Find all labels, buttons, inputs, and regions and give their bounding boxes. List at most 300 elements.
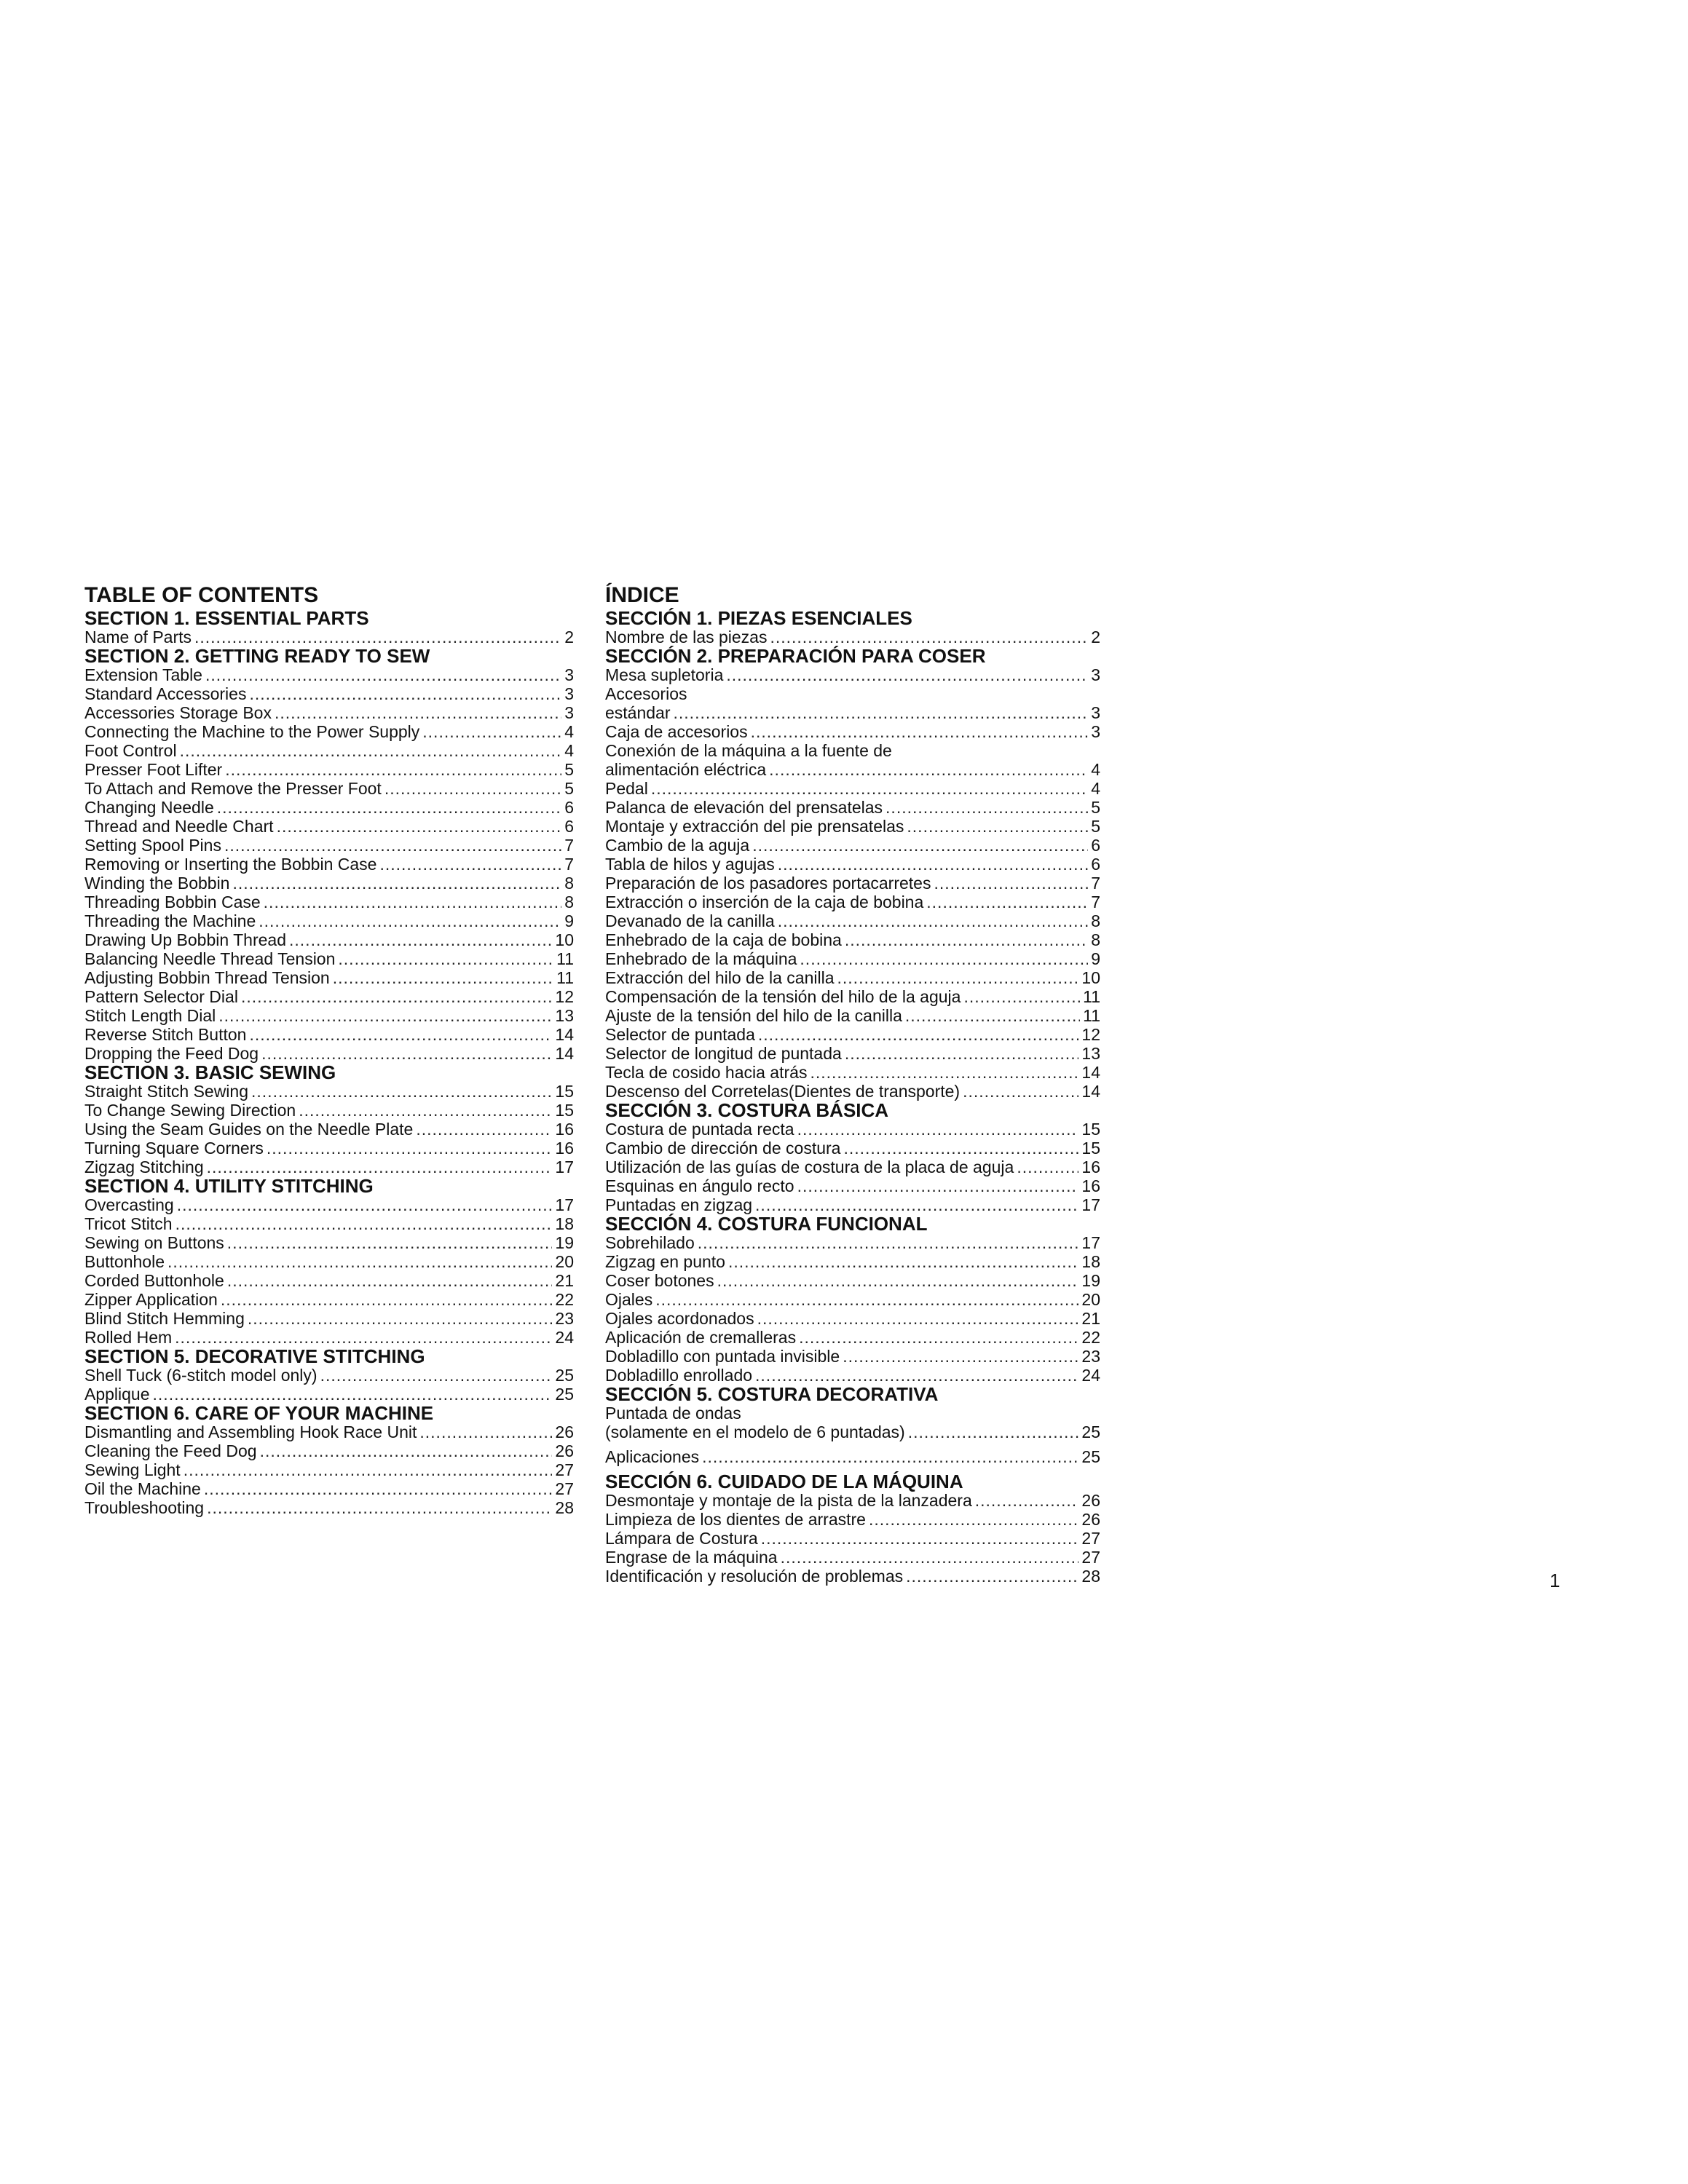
- toc-section: [84, 1404, 574, 1517]
- toc-entry-label: Sewing on Buttons: [84, 1233, 224, 1252]
- toc-entry-page: 5: [1091, 798, 1100, 817]
- toc-entry: [605, 1423, 1100, 1441]
- dot-leader: [184, 1460, 553, 1479]
- toc-entry-page: 3: [1091, 703, 1100, 722]
- toc-entry-page: 23: [1081, 1347, 1100, 1366]
- toc-entry-label: Devanado de la canilla: [605, 911, 775, 930]
- toc-entry: [605, 1139, 1100, 1158]
- dot-leader: [758, 1025, 1079, 1044]
- toc-entry-label: Ojales: [605, 1290, 653, 1309]
- toc-entry-page: 5: [1091, 817, 1100, 836]
- toc-entry-page: 26: [1081, 1491, 1100, 1510]
- toc-entry-page: 8: [564, 893, 574, 911]
- toc-entry: [84, 798, 574, 817]
- toc-entry-page: 13: [555, 1006, 574, 1025]
- toc-section: [605, 646, 1100, 1101]
- toc-entry-page: 17: [555, 1158, 574, 1176]
- dot-leader: [419, 1423, 552, 1441]
- dot-leader: [261, 1044, 552, 1063]
- toc-entry: [84, 665, 574, 684]
- toc-entry-label: Tricot Stitch: [84, 1214, 173, 1233]
- toc-entry-page: 7: [564, 855, 574, 874]
- toc-entry-label: Palanca de elevación del prensatelas: [605, 798, 883, 817]
- toc-entry-page: 20: [1081, 1290, 1100, 1309]
- dot-leader: [249, 684, 561, 703]
- toc-entry-label: Extracción o inserción de la caja de bobina: [605, 893, 924, 911]
- dot-leader: [674, 703, 1089, 722]
- toc-entry: [84, 1233, 574, 1252]
- toc-entry-label: To Change Sewing Direction: [84, 1101, 296, 1120]
- toc-entry-page: 10: [555, 930, 574, 949]
- toc-entry-label: Utilización de las guías de costura de la placa de aguja: [605, 1158, 1014, 1176]
- dot-leader: [869, 1510, 1078, 1529]
- toc-entry-page: 2: [1091, 628, 1100, 646]
- dot-leader: [259, 911, 561, 930]
- dot-leader: [153, 1385, 553, 1404]
- toc-section: [84, 609, 574, 646]
- toc-entry: [84, 703, 574, 722]
- toc-entry-page: 3: [564, 665, 574, 684]
- toc-entry: [605, 703, 1100, 722]
- dot-leader: [761, 1529, 1079, 1548]
- toc-entry: [605, 1309, 1100, 1328]
- toc-entry-page: 11: [1083, 1006, 1100, 1025]
- toc-entry-label: Adjusting Bobbin Thread Tension: [84, 968, 330, 987]
- toc-entry-label: Turning Square Corners: [84, 1139, 264, 1158]
- dot-leader: [975, 1491, 1079, 1510]
- dot-leader: [416, 1120, 552, 1139]
- toc-entry: [84, 1214, 574, 1233]
- toc-entry-label: Applique: [84, 1385, 150, 1404]
- toc-entry-page: 6: [1091, 836, 1100, 855]
- toc-english-column: [84, 582, 574, 1517]
- toc-entry-page: 25: [555, 1366, 574, 1385]
- toc-entry-label: Straight Stitch Sewing: [84, 1082, 249, 1101]
- toc-entry-label: Reverse Stitch Button: [84, 1025, 247, 1044]
- toc-entry-label-line: Conexión de la máquina a la fuente de: [605, 741, 892, 760]
- toc-entry: [605, 1120, 1100, 1139]
- toc-entry-label: Setting Spool Pins: [84, 836, 221, 855]
- toc-entry: [605, 1044, 1100, 1063]
- toc-entry: [84, 1328, 574, 1347]
- toc-entry-page: 19: [1081, 1271, 1100, 1290]
- toc-entry-page: 17: [1081, 1233, 1100, 1252]
- toc-entry-page: 3: [564, 684, 574, 703]
- section-heading: SECCIÓN 5. COSTURA DECORATIVA: [605, 1383, 939, 1405]
- dot-leader: [264, 893, 562, 911]
- toc-entry-page: 14: [555, 1044, 574, 1063]
- dot-leader: [926, 893, 1088, 911]
- toc-entry-page: 26: [1081, 1510, 1100, 1529]
- toc-entry-page: 16: [1081, 1158, 1100, 1176]
- dot-leader: [260, 1441, 553, 1460]
- toc-entry: [605, 855, 1100, 874]
- dot-leader: [225, 760, 561, 779]
- toc-entry-page: 5: [564, 779, 574, 798]
- toc-entry-label: Cambio de dirección de costura: [605, 1139, 841, 1158]
- toc-entry-page: 7: [1091, 874, 1100, 893]
- dot-leader: [778, 855, 1088, 874]
- toc-entry-label: Dismantling and Assembling Hook Race Unit: [84, 1423, 417, 1441]
- dot-leader: [227, 1233, 553, 1252]
- toc-entry: [84, 722, 574, 741]
- toc-entry: [84, 1423, 574, 1441]
- toc-entry: [84, 968, 574, 987]
- toc-entry-page: 15: [1081, 1139, 1100, 1158]
- toc-sections-english: [84, 609, 574, 1517]
- dot-leader: [217, 798, 561, 817]
- toc-entry-page: 7: [564, 836, 574, 855]
- toc-entry-page: 9: [564, 911, 574, 930]
- toc-entry: [84, 874, 574, 893]
- toc-entry-label: Tabla de hilos y agujas: [605, 855, 775, 874]
- toc-entry-label: Accessories Storage Box: [84, 703, 272, 722]
- toc-entry-page: 6: [564, 798, 574, 817]
- toc-entry: [605, 817, 1100, 836]
- dot-leader: [194, 628, 561, 646]
- dot-leader: [769, 760, 1088, 779]
- dot-leader: [275, 703, 561, 722]
- dot-leader: [289, 930, 552, 949]
- toc-entry-label: Limpieza de los dientes de arrastre: [605, 1510, 866, 1529]
- toc-entry-label: To Attach and Remove the Presser Foot: [84, 779, 382, 798]
- section-heading: SECCIÓN 2. PREPARACIÓN PARA COSER: [605, 645, 986, 667]
- toc-entry: [605, 779, 1100, 798]
- toc-entry: [84, 1101, 574, 1120]
- toc-entry: [84, 779, 574, 798]
- toc-entry-page: 3: [1091, 665, 1100, 684]
- toc-entry-label: Rolled Hem: [84, 1328, 173, 1347]
- toc-entry-label: Threading Bobbin Case: [84, 893, 261, 911]
- toc-entry-label: Dropping the Feed Dog: [84, 1044, 259, 1063]
- toc-entry: [605, 1158, 1100, 1176]
- toc-entry: [605, 1491, 1100, 1510]
- section-heading: SECTION 1. ESSENTIAL PARTS: [84, 607, 369, 629]
- toc-entry: [605, 968, 1100, 987]
- toc-entry: [84, 987, 574, 1006]
- toc-entry: [84, 930, 574, 949]
- toc-entry-page: 26: [555, 1441, 574, 1460]
- toc-entry: [605, 798, 1100, 817]
- toc-entry: [84, 855, 574, 874]
- dot-leader: [837, 968, 1079, 987]
- toc-entry: [84, 1385, 574, 1404]
- toc-entry: [605, 949, 1100, 968]
- dot-leader: [797, 1176, 1079, 1195]
- toc-entry: [605, 628, 1100, 646]
- toc-entry-label: Removing or Inserting the Bobbin Case: [84, 855, 377, 874]
- dot-leader: [248, 1309, 553, 1328]
- dot-leader: [338, 949, 553, 968]
- toc-entry-page: 18: [1081, 1252, 1100, 1271]
- dot-leader: [810, 1063, 1078, 1082]
- toc-entry-page: 8: [1091, 930, 1100, 949]
- toc-entry-label: alimentación eléctrica: [605, 760, 767, 779]
- toc-entry: [605, 1195, 1100, 1214]
- toc-entry-page: 14: [1081, 1082, 1100, 1101]
- toc-entry-page: 27: [1081, 1529, 1100, 1548]
- toc-entry: [605, 1006, 1100, 1025]
- toc-entry: [84, 911, 574, 930]
- toc-entry: [84, 1498, 574, 1517]
- toc-section: [84, 1176, 574, 1347]
- toc-entry-label: Aplicaciones: [605, 1447, 700, 1466]
- dot-leader: [227, 1271, 553, 1290]
- dot-leader: [755, 1366, 1078, 1385]
- toc-entry-page: 17: [1081, 1195, 1100, 1214]
- dot-leader: [963, 987, 1080, 1006]
- toc-entry: [84, 1252, 574, 1271]
- toc-entry: [84, 1309, 574, 1328]
- toc-entry: [605, 1366, 1100, 1385]
- toc-entry-label: Enhebrado de la caja de bobina: [605, 930, 842, 949]
- toc-entry-page: 14: [1081, 1063, 1100, 1082]
- toc-entry-page: 26: [555, 1423, 574, 1441]
- toc-entry: [605, 1290, 1100, 1309]
- toc-section: [605, 1214, 1100, 1385]
- toc-entry: [84, 836, 574, 855]
- toc-entry-label: Name of Parts: [84, 628, 192, 646]
- dot-leader: [770, 628, 1088, 646]
- toc-entry-page: 12: [555, 987, 574, 1006]
- toc-entry-page: 6: [1091, 855, 1100, 874]
- toc-entry-page: 12: [1081, 1025, 1100, 1044]
- toc-entry-page: 20: [555, 1252, 574, 1271]
- toc-entry-page: 27: [555, 1479, 574, 1498]
- toc-entry-label: estándar: [605, 703, 671, 722]
- toc-entry-page: 16: [555, 1139, 574, 1158]
- toc-entry-label: Engrase de la máquina: [605, 1548, 778, 1567]
- dot-leader: [755, 1195, 1078, 1214]
- dot-leader: [207, 1498, 552, 1517]
- dot-leader: [845, 930, 1088, 949]
- toc-entry-page: 10: [1081, 968, 1100, 987]
- toc-entry-label: Pedal: [605, 779, 648, 798]
- toc-entry-label: Ojales acordonados: [605, 1309, 754, 1328]
- dot-leader: [333, 968, 553, 987]
- toc-entry-label: Oil the Machine: [84, 1479, 201, 1498]
- dot-leader: [726, 665, 1088, 684]
- toc-entry-label: Standard Accessories: [84, 684, 247, 703]
- dot-leader: [886, 798, 1088, 817]
- section-heading: SECTION 2. GETTING READY TO SEW: [84, 645, 430, 667]
- dot-leader: [907, 817, 1088, 836]
- dot-leader: [379, 855, 561, 874]
- toc-entry-page: 21: [1081, 1309, 1100, 1328]
- toc-entry-label: Dobladillo enrollado: [605, 1366, 753, 1385]
- toc-entry-label: Caja de accesorios: [605, 722, 748, 741]
- toc-entry-page: 23: [555, 1309, 574, 1328]
- toc-entry: [605, 987, 1100, 1006]
- toc-sections-spanish: [605, 609, 1100, 1586]
- toc-entry-label: Selector de puntada: [605, 1025, 755, 1044]
- toc-entry-page: 22: [1081, 1328, 1100, 1347]
- toc-entry-page: 28: [555, 1498, 574, 1517]
- section-heading: SECCIÓN 3. COSTURA BÁSICA: [605, 1099, 889, 1121]
- toc-entry: [84, 1082, 574, 1101]
- toc-entry: [84, 1158, 574, 1176]
- toc-entry-label: Zigzag Stitching: [84, 1158, 204, 1176]
- toc-entry: [605, 1347, 1100, 1366]
- toc-entry-label: Esquinas en ángulo recto: [605, 1176, 794, 1195]
- toc-entry: [605, 665, 1100, 684]
- section-heading: SECTION 3. BASIC SEWING: [84, 1061, 336, 1083]
- toc-entry-label: Compensación de la tensión del hilo de la aguja: [605, 987, 961, 1006]
- section-heading: SECTION 5. DECORATIVE STITCHING: [84, 1345, 425, 1367]
- dot-leader: [177, 1195, 553, 1214]
- toc-entry-label: Thread and Needle Chart: [84, 817, 274, 836]
- toc-entry-page: 4: [1091, 779, 1100, 798]
- toc-entry: [84, 684, 574, 703]
- toc-section: [605, 1385, 1100, 1466]
- toc-entry-label: Preparación de los pasadores portacarretes: [605, 874, 931, 893]
- dot-leader: [655, 1290, 1078, 1309]
- toc-entry-label: Identificación y resolución de problemas: [605, 1567, 904, 1586]
- toc-entry-page: 15: [555, 1101, 574, 1120]
- toc-entry: [605, 1025, 1100, 1044]
- toc-entry-page: 11: [556, 949, 574, 968]
- toc-entry: [605, 836, 1100, 855]
- toc-entry: [605, 1252, 1100, 1271]
- toc-entry-label: Corded Buttonhole: [84, 1271, 224, 1290]
- toc-entry: [605, 874, 1100, 893]
- toc-entry: [605, 1447, 1100, 1466]
- toc-entry-page: 24: [1081, 1366, 1100, 1385]
- toc-entry: [605, 760, 1100, 779]
- toc-entry-label: Coser botones: [605, 1271, 714, 1290]
- toc-entry-page: 16: [1081, 1176, 1100, 1195]
- section-heading: SECCIÓN 1. PIEZAS ESENCIALES: [605, 607, 912, 629]
- toc-entry: [605, 930, 1100, 949]
- toc-section: [605, 1101, 1100, 1214]
- toc-entry-page: 4: [564, 722, 574, 741]
- toc-entry: [605, 1063, 1100, 1082]
- toc-entry: [84, 1006, 574, 1025]
- toc-entry: [605, 722, 1100, 741]
- toc-entry-label-line: Accesorios: [605, 684, 687, 703]
- toc-entry-page: 11: [1083, 987, 1100, 1006]
- toc-entry-page: 8: [1091, 911, 1100, 930]
- toc-entry: [84, 741, 574, 760]
- toc-entry-label: Zigzag en punto: [605, 1252, 725, 1271]
- toc-entry-label: (solamente en el modelo de 6 puntadas): [605, 1423, 905, 1441]
- toc-entry-label: Extracción del hilo de la canilla: [605, 968, 835, 987]
- toc-entry: [84, 1120, 574, 1139]
- toc-entry: [84, 1139, 574, 1158]
- dot-leader: [752, 836, 1088, 855]
- toc-entry: [84, 1460, 574, 1479]
- toc-entry-page: 4: [1091, 760, 1100, 779]
- toc-entry-page: 27: [1081, 1548, 1100, 1567]
- toc-entry-page: 15: [1081, 1120, 1100, 1139]
- toc-entry: [605, 893, 1100, 911]
- dot-leader: [249, 1025, 552, 1044]
- toc-entry-label: Changing Needle: [84, 798, 214, 817]
- dot-leader: [1017, 1158, 1078, 1176]
- dot-leader: [843, 1347, 1078, 1366]
- toc-entry: [605, 1176, 1100, 1195]
- toc-entry-label: Pattern Selector Dial: [84, 987, 238, 1006]
- dot-leader: [905, 1006, 1080, 1025]
- dot-leader: [651, 779, 1088, 798]
- section-heading: SECCIÓN 4. COSTURA FUNCIONAL: [605, 1213, 928, 1235]
- toc-entry-label: Using the Seam Guides on the Needle Plate: [84, 1120, 414, 1139]
- toc-entry-label: Desmontaje y montaje de la pista de la lanzadera: [605, 1491, 972, 1510]
- dot-leader: [205, 665, 561, 684]
- toc-entry-label: Overcasting: [84, 1195, 174, 1214]
- dot-leader: [800, 949, 1088, 968]
- toc-entry: [605, 1271, 1100, 1290]
- dot-leader: [757, 1309, 1079, 1328]
- toc-entry: [605, 1529, 1100, 1548]
- toc-entry-page: 13: [1081, 1044, 1100, 1063]
- dot-leader: [906, 1567, 1078, 1586]
- toc-spanish-column: [605, 582, 1100, 1586]
- toc-entry-label: Buttonhole: [84, 1252, 165, 1271]
- toc-entry-label: Enhebrado de la máquina: [605, 949, 797, 968]
- toc-entry: [84, 893, 574, 911]
- dot-leader: [218, 1006, 552, 1025]
- toc-entry-page: 7: [1091, 893, 1100, 911]
- toc-entry-page: 4: [564, 741, 574, 760]
- toc-entry: [84, 628, 574, 646]
- toc-entry: [605, 1510, 1100, 1529]
- toc-entry-label: Cambio de la aguja: [605, 836, 750, 855]
- toc-entry-label: Montaje y extracción del pie prensatelas: [605, 817, 904, 836]
- toc-entry-label: Tecla de cosido hacia atrás: [605, 1063, 808, 1082]
- toc-entry: [84, 949, 574, 968]
- dot-leader: [908, 1423, 1079, 1441]
- toc-entry-label: Cleaning the Feed Dog: [84, 1441, 257, 1460]
- toc-entry-page: 6: [564, 817, 574, 836]
- toc-entry-label: Sewing Light: [84, 1460, 181, 1479]
- toc-entry-label: Connecting the Machine to the Power Supply: [84, 722, 420, 741]
- toc-entry-label: Mesa supletoria: [605, 665, 724, 684]
- toc-section: [84, 1347, 574, 1404]
- toc-title-english: TABLE OF CONTENTS: [84, 583, 319, 607]
- dot-leader: [422, 722, 561, 741]
- toc-entry-page: 28: [1081, 1567, 1100, 1586]
- toc-entry-page: 27: [555, 1460, 574, 1479]
- toc-entry-label-line: Puntada de ondas: [605, 1404, 741, 1423]
- toc-entry-label: Extension Table: [84, 665, 202, 684]
- dot-leader: [843, 1139, 1078, 1158]
- toc-entry-page: 22: [555, 1290, 574, 1309]
- section-heading: SECTION 4. UTILITY STITCHING: [84, 1175, 374, 1197]
- toc-entry-page: 19: [555, 1233, 574, 1252]
- dot-leader: [180, 741, 562, 760]
- toc-entry-page: 16: [555, 1120, 574, 1139]
- toc-entry-label: Threading the Machine: [84, 911, 256, 930]
- toc-entry-label: Balancing Needle Thread Tension: [84, 949, 336, 968]
- toc-entry-page: 18: [555, 1214, 574, 1233]
- dot-leader: [167, 1252, 552, 1271]
- toc-entry: [84, 817, 574, 836]
- toc-entry: [605, 1548, 1100, 1567]
- toc-entry: [605, 1082, 1100, 1101]
- toc-section: [84, 646, 574, 1063]
- dot-leader: [224, 836, 561, 855]
- dot-leader: [232, 874, 561, 893]
- dot-leader: [299, 1101, 552, 1120]
- toc-entry-label: Troubleshooting: [84, 1498, 205, 1517]
- toc-entry-page: 2: [564, 628, 574, 646]
- toc-entry: [605, 911, 1100, 930]
- dot-leader: [728, 1252, 1078, 1271]
- toc-entry-label: Aplicación de cremalleras: [605, 1328, 797, 1347]
- toc-entry-page: 3: [564, 703, 574, 722]
- toc-entry-label: Dobladillo con puntada invisible: [605, 1347, 840, 1366]
